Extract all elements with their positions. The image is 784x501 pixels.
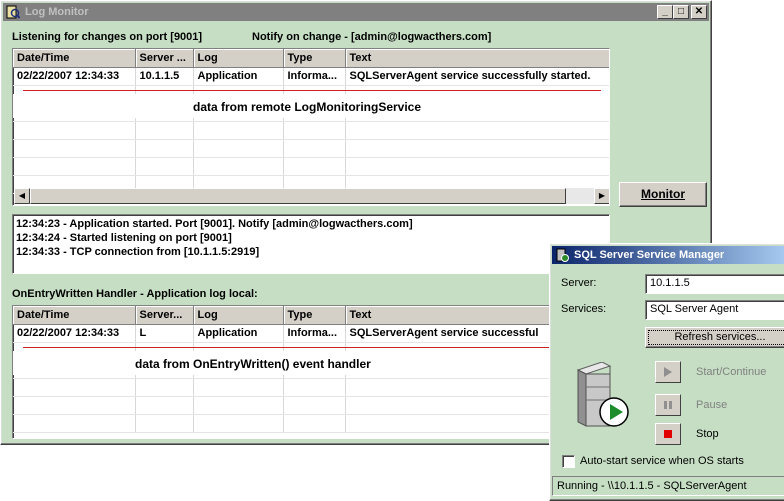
pause-label: Pause	[696, 399, 728, 411]
remote-grid-header	[13, 49, 610, 67]
server-label: Server:	[561, 277, 597, 289]
col-datetime-header[interactable]: Date/Time	[13, 49, 135, 67]
remote-log-grid[interactable]	[12, 48, 610, 206]
play-icon	[663, 366, 673, 378]
table-row[interactable]	[13, 324, 610, 342]
close-button[interactable]: ✕	[691, 5, 707, 19]
cell-log: Application	[193, 67, 283, 85]
table-row	[13, 414, 610, 432]
annotation-underline	[23, 90, 601, 91]
refresh-services-button[interactable]	[645, 327, 784, 348]
stop-label: Stop	[696, 428, 719, 440]
col-server-header[interactable]: Server...	[135, 306, 193, 324]
cell-type: Informa...	[283, 67, 345, 85]
annotation-underline	[23, 347, 601, 348]
col-type-header[interactable]: Type	[283, 306, 345, 324]
local-annotation: data from OnEntryWritten() event handler	[135, 357, 371, 371]
table-row	[13, 378, 610, 396]
table-row	[13, 157, 610, 175]
sql-manager-titlebar[interactable]	[552, 246, 784, 264]
start-button[interactable]	[655, 361, 681, 383]
scroll-left-button[interactable]: ◀	[14, 188, 30, 204]
local-log-grid[interactable]	[12, 305, 610, 439]
cell-server: L	[135, 324, 193, 342]
minimize-button[interactable]: _	[657, 5, 673, 19]
stop-icon	[663, 429, 673, 439]
col-log-header[interactable]: Log	[193, 306, 283, 324]
col-text-header[interactable]: Text	[345, 49, 610, 67]
pause-button[interactable]	[655, 394, 681, 416]
col-log-header[interactable]: Log	[193, 49, 283, 67]
stop-button[interactable]	[655, 423, 681, 445]
cell-type: Informa...	[283, 324, 345, 342]
cell-text: SQLServerAgent service successfully started.	[345, 67, 610, 85]
table-row	[13, 121, 610, 139]
app-icon	[6, 5, 21, 19]
table-row	[13, 139, 610, 157]
cell-log: Application	[193, 324, 283, 342]
monitor-button-label: Monitor	[641, 187, 685, 201]
services-select[interactable]: SQL Server Agent	[645, 300, 784, 320]
table-row	[13, 396, 610, 414]
remote-grid-hscroll[interactable]	[14, 188, 610, 204]
cell-text: SQLServerAgent service successful	[345, 324, 610, 342]
start-label: Start/Continue	[696, 366, 767, 378]
col-type-header[interactable]: Type	[283, 49, 345, 67]
cell-datetime: 02/22/2007 12:34:33	[13, 324, 135, 342]
window-title: Log Monitor	[25, 6, 89, 18]
sql-server-icon	[555, 248, 570, 262]
sql-manager-window	[549, 243, 784, 501]
monitor-button[interactable]	[619, 182, 707, 207]
local-grid-header	[13, 306, 610, 324]
autostart-checkbox[interactable]	[562, 455, 575, 468]
col-datetime-header[interactable]: Date/Time	[13, 306, 135, 324]
cell-server: 10.1.1.5	[135, 67, 193, 85]
pause-icon	[663, 400, 673, 410]
scroll-thumb[interactable]	[30, 188, 566, 204]
server-input[interactable]: 10.1.1.5	[645, 274, 784, 294]
notify-label: Notify on change - [admin@logwacthers.com]	[252, 31, 492, 43]
autostart-label[interactable]: Auto-start service when OS starts	[580, 455, 744, 467]
cell-datetime: 02/22/2007 12:34:33	[13, 67, 135, 85]
status-bar	[552, 476, 784, 496]
listening-label: Listening for changes on port [9001]	[12, 31, 203, 43]
col-text-header[interactable]: Text	[345, 306, 610, 324]
scroll-right-button[interactable]: ▶	[594, 188, 610, 204]
status-log-box[interactable]	[12, 214, 610, 274]
log-monitor-titlebar[interactable]	[3, 3, 709, 21]
server-graphic	[574, 362, 636, 432]
sql-window-title: SQL Server Service Manager	[574, 249, 725, 261]
services-label: Services:	[561, 303, 607, 315]
remote-annotation: data from remote LogMonitoringService	[193, 100, 422, 114]
status-text: Running - \\10.1.1.5 - SQLServerAgent	[557, 480, 747, 492]
status-line: 12:34:24 - Started listening on port [9001]	[16, 232, 232, 244]
status-line: 12:34:33 - TCP connection from [10.1.1.5:2919]	[16, 246, 260, 258]
refresh-services-label: Refresh services...	[674, 331, 766, 343]
handler-label: OnEntryWritten Handler - Application log local:	[12, 288, 258, 300]
col-server-header[interactable]: Server ...	[135, 49, 193, 67]
maximize-button[interactable]: □	[673, 5, 689, 19]
table-row[interactable]	[13, 67, 610, 85]
status-line: 12:34:23 - Application started. Port [9001]. Notify [admin@logwacthers.com]	[16, 218, 413, 230]
